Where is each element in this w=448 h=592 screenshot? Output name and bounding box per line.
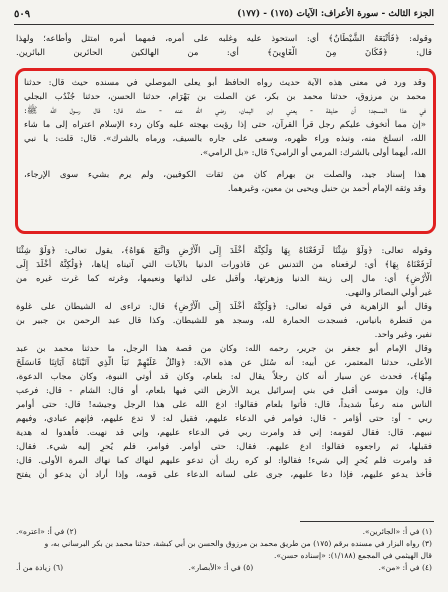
text-line: محمد بن مرزوق، حدثنا محمد بن بكر، عن الصلت بن بَهْرَام، حدثنا الحسن، حدثنا جُنْدُب البجلي: [24, 92, 426, 102]
text-line: مِنْهَا﴾، فحدث عن سيار أنه كان رجلاً يقال له: بلعام، وكان قد أوتي النبوة، وكان مجاب الدعوة،: [16, 372, 432, 382]
text-line: الْأَرْضِ﴾ أي: مال إلى زينة الدنيا وزهرتها، وأقبل على لذاتها ونعيمها، وغرته كما غرت غيره من: [16, 274, 432, 284]
text-line: نفير، وغير واحد.: [374, 330, 432, 340]
text-line: الأعلى، حدثنا المعتمر، عن أبيه: أنه سُئل عن هذه الآية: ﴿وَاتْلُ عَلَيْهِمْ نَبَأَ الَّذِي آتَيْنَاهُ آيَاتِنَا فَانسَلَخَ: [16, 358, 432, 368]
footnotes: [16, 526, 432, 574]
text-line: وقد وثقه الإمام أحمد بن حنبل ويحيى بن معين، وغيرهما.: [227, 184, 426, 194]
footnote: (٥) في أ: «الأبصار».: [188, 563, 254, 572]
text-line: وقوله تعالى: ﴿وَلَوْ شِئْنَا لَرَفَعْنَاهُ بِهَا وَلَٰكِنَّهُ أَخْلَدَ إِلَى الْأَرْضِ وَاتَّبَعَ هَوَاهُ﴾، يقول تعالى: ﴿وَلَوْ شِئْنَا: [16, 246, 432, 256]
text-line: هذا إسناد جيد، والصلت بن بهرام كان من ثقات الكوفيين، ولم يرم بشيء سوى الإرجاء،: [24, 170, 426, 180]
text-line: نبيهم. قال: فقال لقومه: إني قد وامرت ربي في الدعاء عليهم، وإني قد نهيت. فأهدوا له هدية: [16, 428, 432, 438]
page-header: [14, 6, 434, 22]
footnote-divider: [300, 521, 434, 522]
text-line: الناس منه رعباً شديداً، قال: فأتوا بلعام فقالوا: ادع الله على هذا الرجل وجيشه! قال: حتى أوامر: [16, 400, 432, 410]
footnote: (٣) رواه البزار في مسنده برقم (١٧٥) من طريق محمد بن مرزوق والحسن بن أبي كبشة، حدثنا محمد بن بكر البرساني به، و: [44, 539, 432, 548]
text-line: قال: ﴿فَكَانَ مِنَ الْغَاوِينَ﴾ أي: من الهالكين الحائرين البائرين.: [16, 48, 432, 58]
text-line: فقبلها، ثم راجعوه فقالوا: ادع عليهم. فقال: حتى أوامر. فوامر، فلم يُحرِ إليه شيء. فقال:: [16, 442, 432, 452]
text-line: لَرَفَعْنَاهُ بِهَا﴾ أي: لرفعناه من التدنس عن قاذورات الدنيا بالآيات التي آتيناه إياها، ﴿وَلَٰكِنَّهُ أَخْلَدَ إِلَى: [16, 260, 432, 270]
footnote-row: [16, 562, 432, 574]
header-divider: [14, 24, 434, 25]
footnote-row: [16, 526, 432, 538]
footnote: (١) في أ: «الجائرين».: [362, 527, 432, 536]
text-line: وقد ورد في معنى هذه الآية حديث رواه الحافظ أبو يعلى الموصلي في مسنده حيث قال: حدثنا: [24, 78, 426, 88]
text-line: وقوله: ﴿فَأَتْبَعَهُ الشَّيْطَانُ﴾ أي: استحوذ عليه وغلبه على أمره، فمهما أمره امتثل وأطاعه؛ ولهذا: [16, 34, 432, 44]
text-line: من قنطرة بانياس، فسجدت الحمارة لله، وسجد هو للشيطان. وكذا قال عبد الرحمن بن جبير بن: [16, 316, 432, 326]
text-line: الله، انسلخ منه، ونبذه وراء ظهره، وسعى على جاره بالسيف، ورماه بالشرك». قال: قلت: يا نبي: [24, 134, 426, 144]
text-line: وقال أبو الزاهرية في قوله تعالى: ﴿وَلَٰكِنَّهُ أَخْلَدَ إِلَى الْأَرْضِ﴾ قال: تراءى له الشيطان على غلوة: [16, 302, 432, 312]
footnote: قال الهيثمي في المجمع (١/١٨٨): «إسناده حسن».: [273, 551, 432, 560]
running-title: الجزء الثالث - سورة الأعراف: الآيات (١٧٥) - (١٧٧): [237, 9, 434, 19]
text-line: غير أولي البصائر والنهى.: [345, 288, 432, 298]
main-body: [16, 244, 432, 482]
intro-paragraph: [16, 32, 432, 60]
footnote: (٦) زيادة من أ.: [16, 563, 64, 572]
text-line: قال: وإن موسى أقبل في بني إسرائيل يريد الأرض التي فيها بلعام، أو قال: الشام - قال: فرعب: [16, 386, 432, 396]
footnote: (٤) في أ: «من».: [378, 563, 432, 572]
text-line: ربي - أو: حتى أؤامر - قال: فوامر في الدعاء عليهم، فقيل له: لا تدع عليهم، فإنهم عبادي، وفيهم: [16, 414, 432, 424]
footnote: (٢) في أ: «اعتره».: [16, 527, 77, 536]
text-line: وقال الإمام أبو جعفر بن جرير، رحمه الله: وكان من قصة هذا الرجل، ما حدثنا محمد بن عبد: [16, 344, 432, 354]
text-line: الله، أيهما أولى بالشرك: المرمي أو الرامي؟ قال: «بل الرامي».: [200, 148, 426, 158]
text-line: في هذا المسجد؛ أن حذيفة - يعني ابن اليمان، رضي الله عنه - حدثه قال: قال رسول الله ﷺ:: [24, 106, 426, 116]
text-line: فأخذ يدعو عليهم، فإذا دعا عليهم، جرى على لسانه الدعاء على قومه، وإذا أراد أن يدعو أن يفتح: [16, 470, 432, 480]
boxed-hadith: [24, 76, 426, 196]
text-line: قد وامرت فلم يُحرِ إلي شيء! فقالوا: لو كره ربك أن تدعو عليهم لنهاك كما نهاك المرة الأولى. قال:: [16, 456, 432, 466]
text-line: «إن مما أتخوف عليكم رجل قرأ القرآن، حتى إذا رؤيت بهجته عليه وكان ردء الإسلام اعتراه إلى ما شاء: [24, 120, 426, 130]
page-number: ٥٠٩: [14, 8, 31, 20]
